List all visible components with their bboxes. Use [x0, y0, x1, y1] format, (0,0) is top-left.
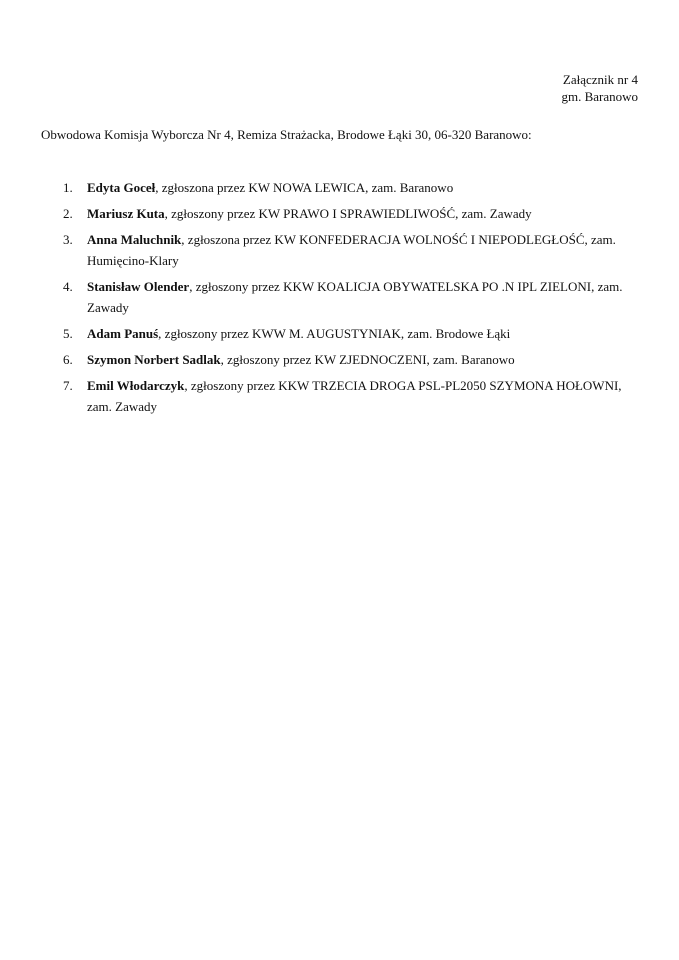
- list-item: [63, 375, 643, 417]
- commission-heading: Obwodowa Komisja Wyborcza Nr 4, Remiza Strażacka, Brodowe Łąki 30, 06-320 Baranowo:: [41, 127, 532, 142]
- member-details: , zgłoszona przez KW NOWA LEWICA, zam. Baranowo: [155, 180, 454, 195]
- list-item-number: 3.: [63, 232, 73, 247]
- annex-number: Załącznik nr 4: [562, 72, 638, 87]
- member-name: Edyta Goceł: [87, 180, 156, 195]
- member-name: Szymon Norbert Sadlak: [87, 352, 221, 367]
- member-name: Emil Włodarczyk: [87, 378, 185, 393]
- list-item-number: 7.: [63, 378, 73, 393]
- member-details: , zgłoszony przez KW PRAWO I SPRAWIEDLIWOŚĆ, zam. Zawady: [164, 206, 532, 221]
- list-item: [63, 203, 643, 224]
- list-item: [63, 177, 643, 198]
- member-name: Mariusz Kuta: [87, 206, 165, 221]
- list-item: [63, 229, 643, 271]
- list-item: [63, 323, 643, 344]
- member-details: , zgłoszony przez KKW TRZECIA DROGA PSL-PL2050 SZYMONA HOŁOWNI, zam. Zawady: [87, 378, 622, 414]
- list-item-number: 1.: [63, 180, 73, 195]
- member-details: , zgłoszony przez KKW KOALICJA OBYWATELSKA PO .N IPL ZIELONI, zam. Zawady: [87, 279, 623, 315]
- list-item: [63, 276, 643, 318]
- annex-label: [561, 71, 638, 105]
- list-item-number: 4.: [63, 279, 73, 294]
- member-details: , zgłoszona przez KW KONFEDERACJA WOLNOŚĆ I NIEPODLEGŁOŚĆ, zam. Humięcino-Klary: [87, 232, 616, 268]
- list-item-number: 2.: [63, 206, 73, 221]
- list-item: [63, 349, 643, 370]
- members-list: [63, 177, 643, 422]
- annex-municipality: gm. Baranowo: [561, 89, 638, 104]
- list-item-number: 5.: [63, 326, 73, 341]
- member-details: , zgłoszony przez KWW M. AUGUSTYNIAK, zam. Brodowe Łąki: [158, 326, 511, 341]
- member-name: Stanisław Olender: [87, 279, 190, 294]
- member-details: , zgłoszony przez KW ZJEDNOCZENI, zam. Baranowo: [220, 352, 515, 367]
- member-name: Adam Panuś: [87, 326, 159, 341]
- member-name: Anna Maluchnik: [87, 232, 182, 247]
- list-item-number: 6.: [63, 352, 73, 367]
